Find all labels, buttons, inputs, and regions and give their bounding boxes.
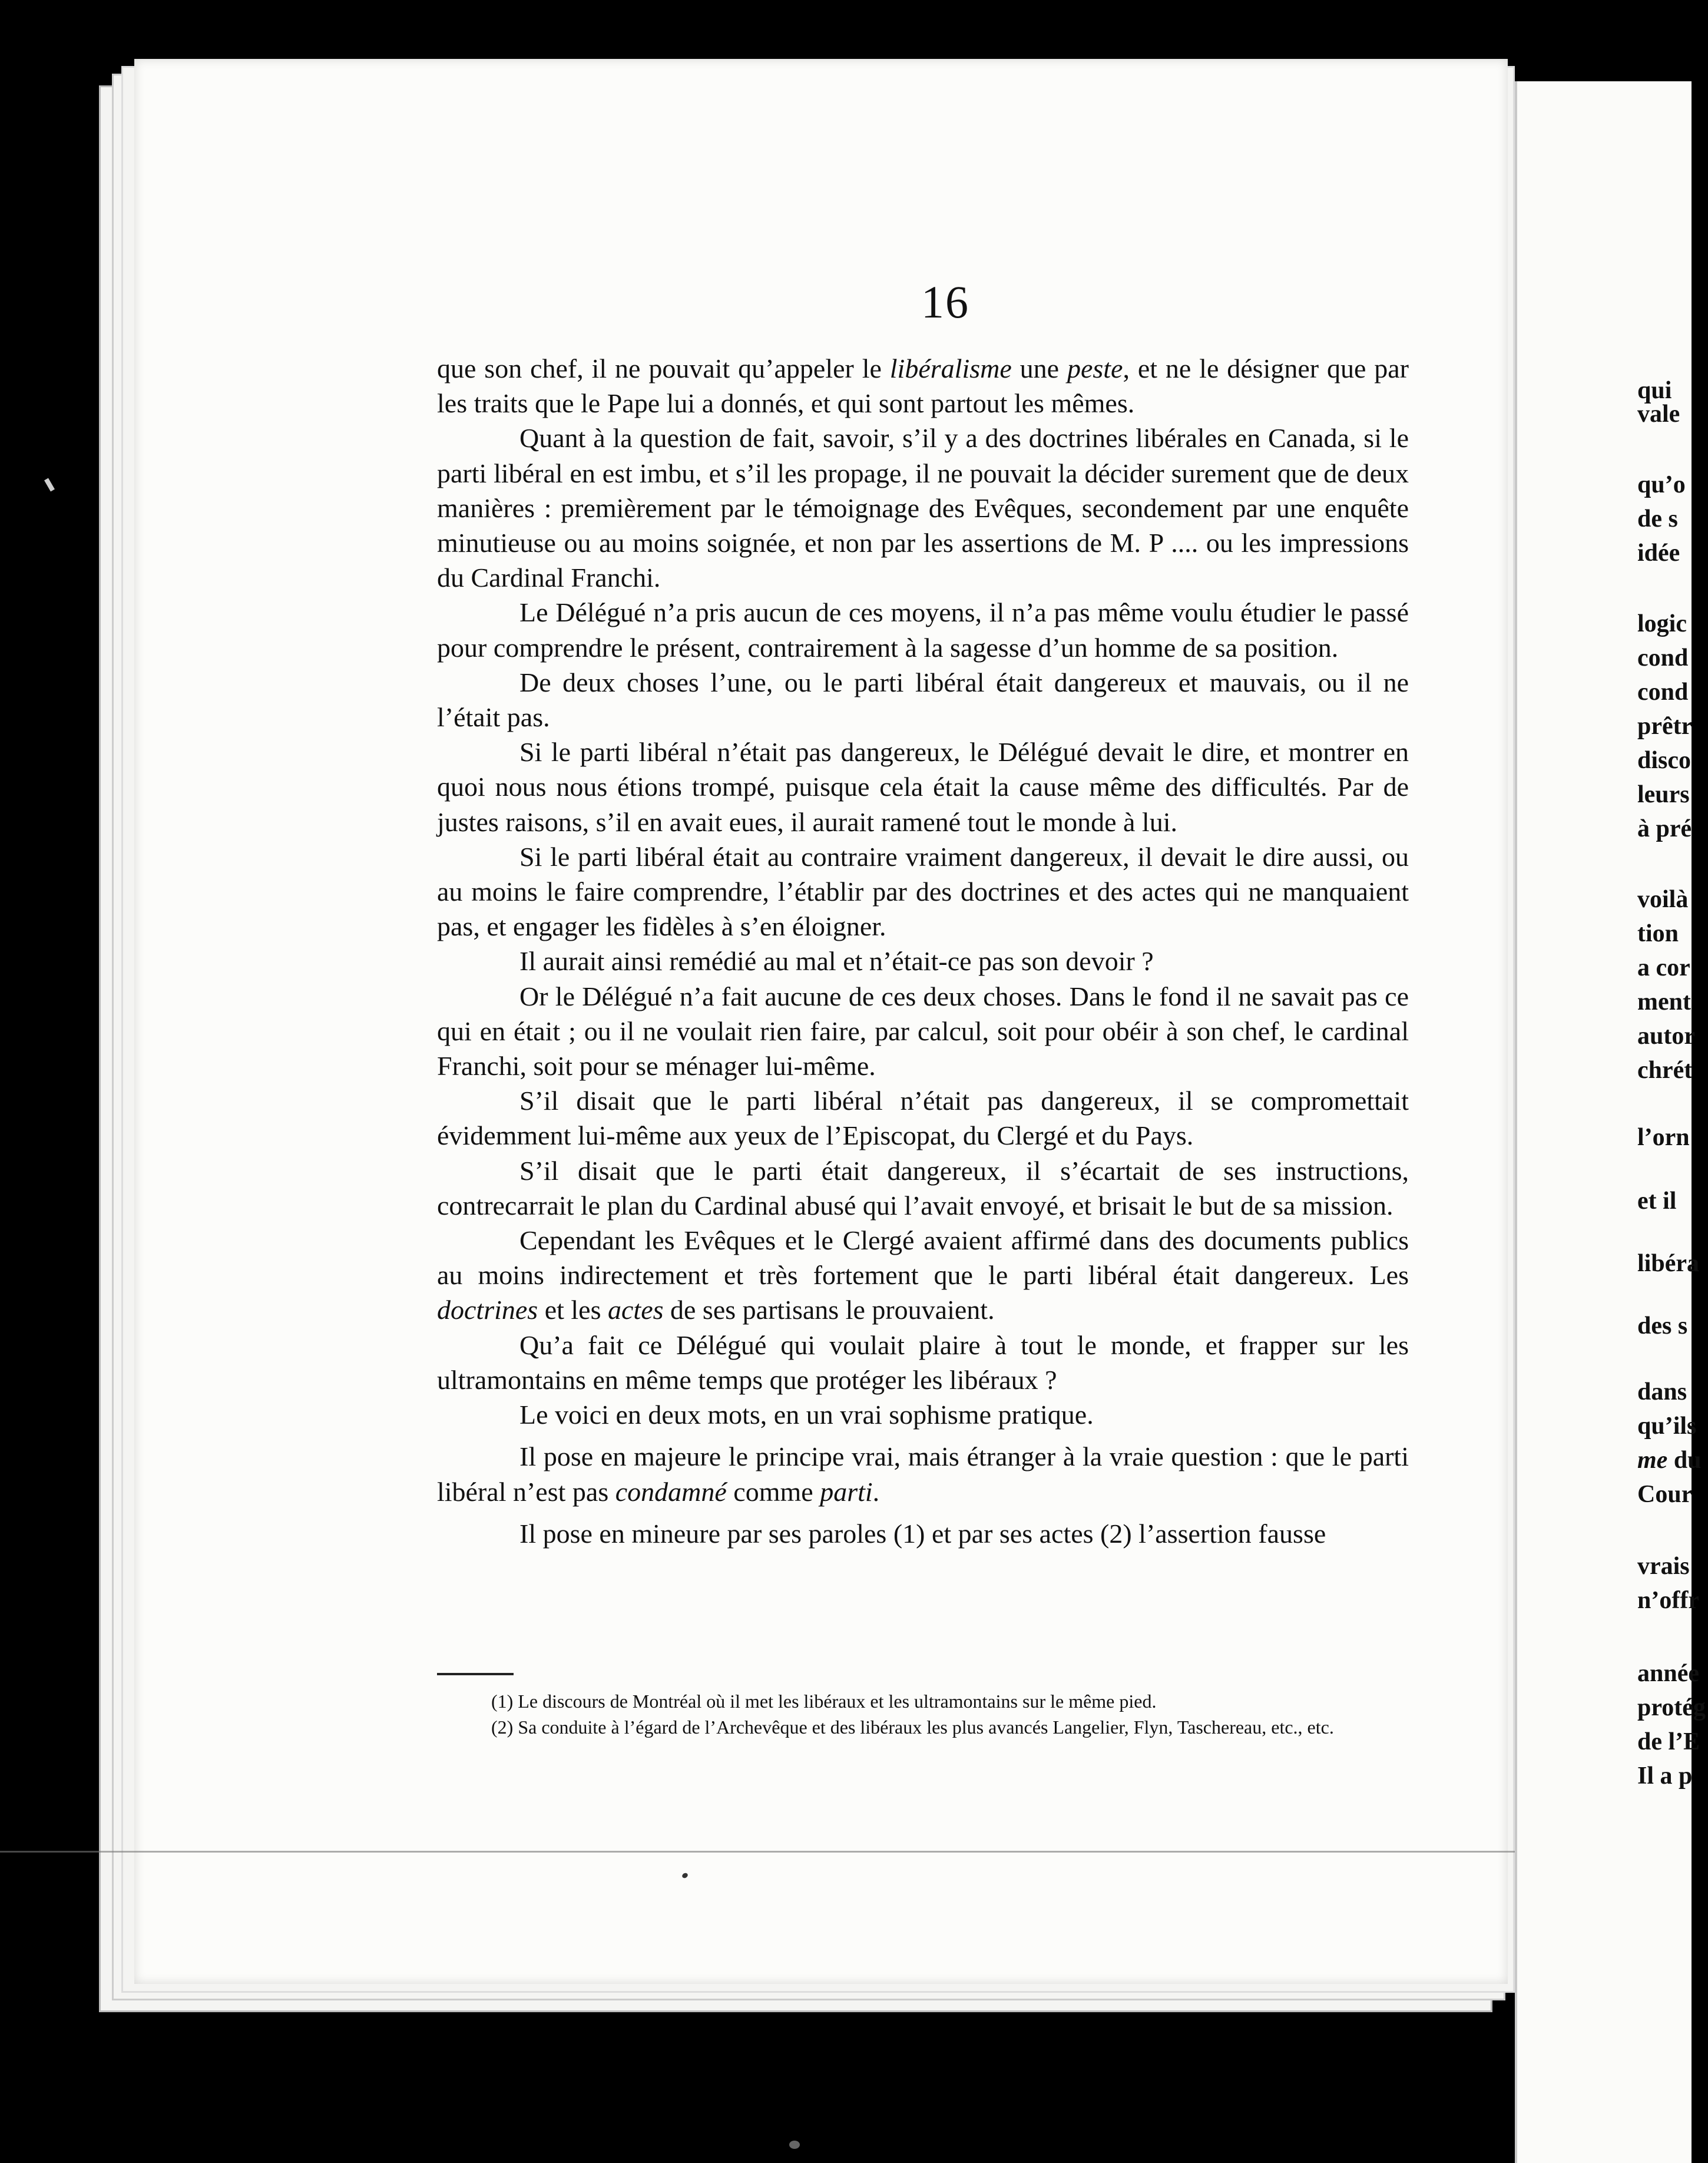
right-page-fragment: l’orn: [1637, 1124, 1690, 1151]
right-page-fragment: voilà: [1637, 886, 1689, 913]
paragraph: Le voici en deux mots, en un vrai sophisme pratique.: [519, 1400, 1094, 1430]
italic-term: doctrines: [437, 1295, 538, 1325]
page-number: 16: [921, 276, 969, 328]
right-page-fragment: a cor: [1637, 954, 1690, 981]
right-page-fragment: de s: [1637, 505, 1678, 533]
right-page-fragment: protég: [1637, 1694, 1706, 1721]
right-page-fragment: année: [1637, 1660, 1699, 1687]
scan-artifact-line: [0, 1851, 1692, 1853]
right-page-edge: [1515, 81, 1517, 2163]
right-page-fragment: dans: [1637, 1378, 1687, 1405]
right-page-fragment: autor: [1637, 1023, 1695, 1050]
right-page-fragment: ment: [1637, 988, 1691, 1016]
italic-term: parti: [820, 1476, 873, 1507]
paragraph: De deux choses l’une, ou le parti libéral était dangereux et mauvais, ou il ne l’était pas.: [437, 667, 1409, 733]
italic-term: actes: [608, 1295, 664, 1325]
footnote: (2) Sa conduite à l’égard de l’Archevêque et des libéraux les plus avancés Langelier, Flyn, Taschereau, etc., etc.: [491, 1716, 1334, 1738]
right-page-fragment: leurs: [1637, 781, 1690, 808]
right-page-fragment: qu’o: [1637, 471, 1686, 498]
right-page-fragment: idée: [1637, 540, 1680, 567]
paragraph: S’il disait que le parti libéral n’était pas dangereux, il se compromettait évidemment lui-même aux yeux de l’Episcopat, du Clergé et du Pays.: [437, 1086, 1409, 1151]
right-page-fragment: des s: [1637, 1312, 1688, 1340]
paragraph: S’il disait que le parti était dangereux, il s’écartait de ses instructions, contrecarrait le plan du Cardinal abusé qui l’avait envoyé, et brisait le but de sa mission.: [437, 1155, 1409, 1221]
paragraph: Il pose en majeure le principe vrai, mais étranger à la vraie question : que le parti libéral n’est pas condamné comme parti.: [437, 1441, 1409, 1507]
right-page-fragment: prêtr: [1637, 713, 1693, 740]
paragraph: Il aurait ainsi remédié au mal et n’était-ce pas son devoir ?: [519, 946, 1154, 977]
right-page-fragment: n’offr: [1637, 1587, 1699, 1614]
right-page-fragment: Cour: [1637, 1481, 1693, 1508]
footnotes: [437, 1688, 1409, 1740]
right-page-fragment: qu’ils: [1637, 1413, 1697, 1440]
right-page-fragment: libéra: [1637, 1250, 1699, 1277]
paragraph: Le Délégué n’a pris aucun de ces moyens, il n’a pas même voulu étudier le passé pour comprendre le présent, contrairement à la sagesse d’un homme de sa position.: [437, 597, 1409, 663]
footnote: (1) Le discours de Montréal où il met les libéraux et les ultramontains sur le même pied.: [491, 1691, 1157, 1712]
right-page-text: [1637, 0, 1708, 2163]
paragraph: Or le Délégué n’a fait aucune de ces deux choses. Dans le fond il ne savait pas ce qui en était ; ou il ne voulait rien faire, par calcul, soit pour obéir à son chef, le cardinal Franchi, soit pour se ménager lui-même.: [437, 981, 1409, 1082]
right-page-fragment: disco: [1637, 747, 1692, 774]
paragraph: Il pose en mineure par ses paroles (1) et par ses actes (2) l’assertion fausse: [519, 1518, 1326, 1549]
right-page-fragment: vrais: [1637, 1553, 1690, 1580]
paragraph: Si le parti libéral était au contraire vraiment dangereux, il devait le dire aussi, ou au moins le faire comprendre, l’établir par des doctrines et des actes qui ne manquaient pas, et engager les fidèles à s’en éloigner.: [437, 841, 1409, 942]
footnote-rule: [437, 1673, 514, 1675]
right-page-fragment: vale: [1637, 401, 1680, 428]
right-page-fragment: et il: [1637, 1188, 1677, 1215]
right-page-fragment: qui: [1637, 377, 1672, 404]
right-page-fragment: de l’E: [1637, 1728, 1700, 1755]
ink-mark: [44, 478, 55, 491]
right-page-fragment: me du: [1637, 1447, 1702, 1474]
ink-mark: [789, 2141, 800, 2149]
italic-term: libéralisme: [889, 353, 1012, 383]
paragraph: que son chef, il ne pouvait qu’appeler le libéralisme une peste, et ne le désigner que par les traits que le Pape lui a donnés, et qui sont partout les mêmes.: [437, 353, 1409, 419]
paragraph: Quant à la question de fait, savoir, s’il y a des doctrines libérales en Canada, si le parti libéral en est imbu, et s’il les propage, il ne pouvait la décider surement que de deux manières : premièrement par le témoignage des Evêques, secondement par une enquête minutieuse ou au moins soignée, et non par les assertions de M. P .... ou les impressions du Cardinal Franchi.: [437, 423, 1409, 593]
body-text: [437, 351, 1409, 1551]
right-page-fragment: à pré: [1637, 815, 1692, 842]
right-page-fragment: chrét: [1637, 1057, 1693, 1084]
italic-term: peste: [1067, 353, 1123, 383]
paragraph: Qu’a fait ce Délégué qui voulait plaire à tout le monde, et frapper sur les ultramontains en même temps que protéger les libéraux ?: [437, 1329, 1409, 1395]
paragraph: Cependant les Evêques et le Clergé avaient affirmé dans des documents publics au moins indirectement et très fortement que le parti libéral était dangereux. Les doctrines et les actes de ses partisans le prouvaient.: [437, 1225, 1409, 1325]
right-page-fragment: tion: [1637, 920, 1679, 947]
italic-term: me: [1637, 1447, 1668, 1474]
right-page-fragment: Il a p: [1637, 1762, 1693, 1790]
right-page-fragment: cond: [1637, 644, 1689, 672]
paragraph: Si le parti libéral n’était pas dangereux, le Délégué devait le dire, et montrer en quoi nous nous étions trompé, puisque cela était la cause même des difficultés. Par de justes raisons, s’il en avait eues, il aurait ramené tout le monde à lui.: [437, 737, 1409, 837]
italic-term: condamné: [615, 1476, 727, 1507]
right-page-fragment: logic: [1637, 610, 1687, 637]
right-page-fragment: cond: [1637, 679, 1689, 706]
